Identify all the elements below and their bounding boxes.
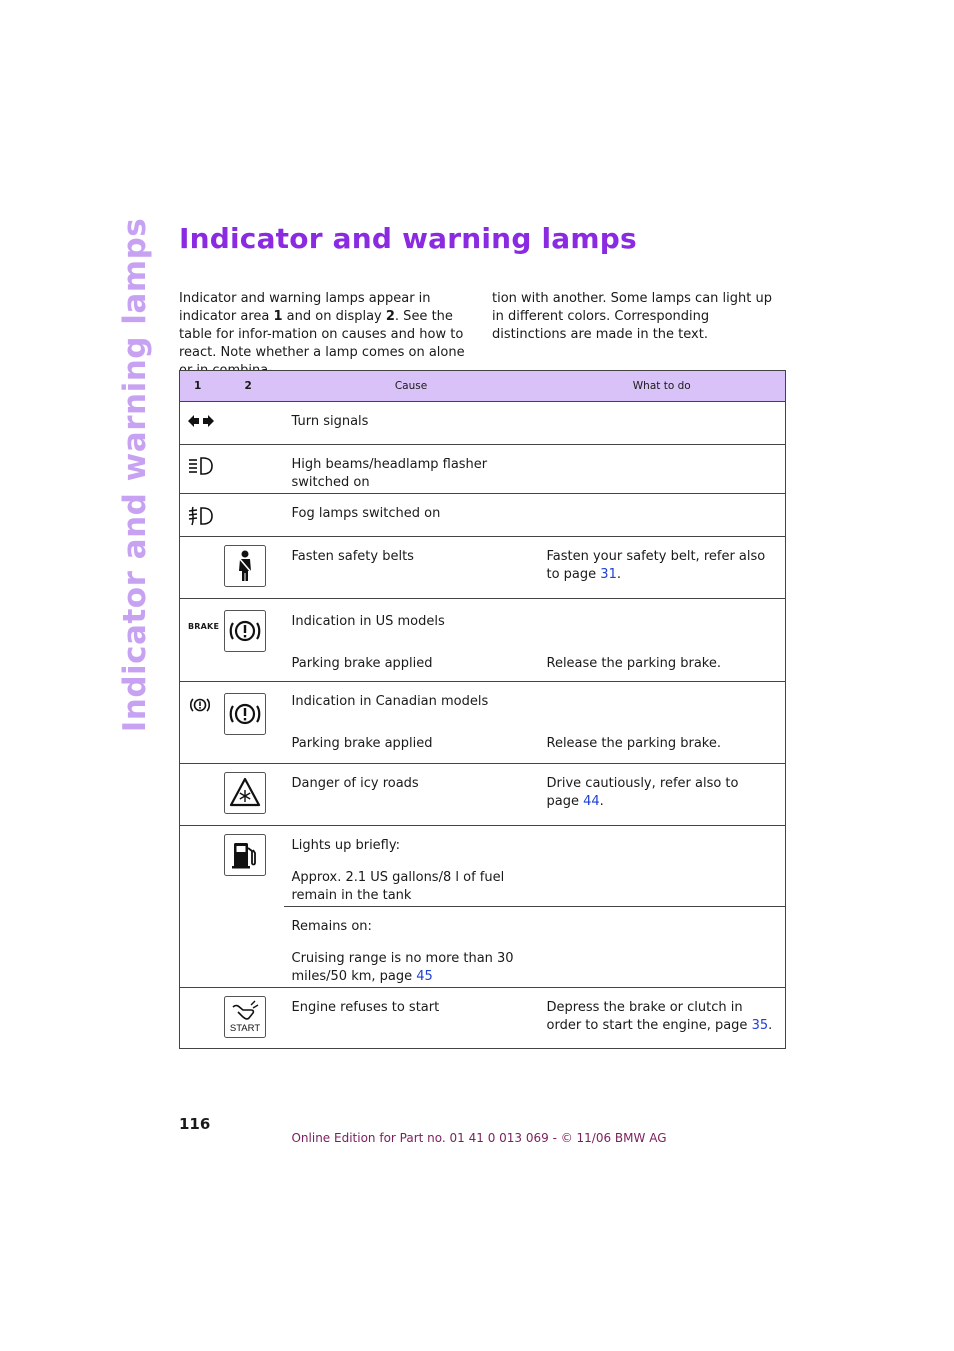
page-link[interactable]: 35 [751, 1018, 769, 1033]
table-row [180, 826, 786, 907]
brake-warning-icon [224, 693, 284, 735]
indicator-cell [180, 445, 222, 494]
table-row [180, 494, 786, 537]
header-what-to-do: What to do [539, 371, 786, 402]
table-row [180, 402, 786, 445]
display-cell [222, 764, 284, 826]
high-beam-icon [188, 457, 222, 475]
brake-warning-small-icon [188, 696, 222, 714]
fuel-pump-icon [224, 834, 284, 876]
table-row [180, 682, 786, 764]
todo-cell [539, 826, 786, 907]
page-link[interactable]: 31 [600, 567, 617, 582]
table-row [180, 537, 786, 599]
header-col-1: 1 [180, 371, 222, 402]
side-chapter-title [112, 217, 158, 733]
display-cell [222, 682, 284, 764]
cause-cell: Turn signals [284, 402, 539, 445]
display-cell [222, 826, 284, 988]
side-chapter-title-text: Indicator and warning lamps [117, 217, 153, 733]
todo-cell: Release the parking brake. [539, 682, 786, 764]
page-number: 116 [179, 1115, 211, 1133]
icy-road-icon [224, 772, 284, 814]
table-row [180, 988, 786, 1049]
intro-left-column: Indicator and warning lamps appear in indicator area 1 and on display 2. See the table for infor-mation on causes and how to react. Note whether a lamp comes on alone [179, 291, 465, 360]
page-title: Indicator and warning lamps [179, 222, 637, 255]
todo-cell [539, 494, 786, 537]
cause-cell: Lights up briefly: Approx. 2.1 US gallons/8 l of fuel remain in the tank [284, 826, 539, 907]
table-row [180, 764, 786, 826]
intro-right-column: tion with another. Some lamps can light up in different colors. Corresponding distinctions are made in the text. [492, 291, 772, 342]
start-key-icon [224, 996, 284, 1038]
header-cause: Cause [284, 371, 539, 402]
header-col-2: 2 [222, 371, 284, 402]
indicator-cell [180, 494, 222, 537]
page-link[interactable]: 44 [583, 794, 600, 809]
todo-cell: Drive cautiously, refer also to page 44. [539, 764, 786, 826]
cause-cell: Remains on: Cruising range is no more than 30 miles/50 km, page 45 [284, 907, 539, 988]
cause-cell: Indication in Canadian models Parking brake applied [284, 682, 539, 764]
lamps-table [179, 370, 786, 1049]
seatbelt-icon [224, 545, 284, 587]
cause-cell: Fasten safety belts [284, 537, 539, 599]
table-header-row [180, 371, 786, 402]
todo-cell: Release the parking brake. [539, 599, 786, 682]
todo-cell: Fasten your safety belt, refer also to page 31. [539, 537, 786, 599]
display-cell [222, 537, 284, 599]
table-row [180, 599, 786, 682]
indicator-cell [180, 682, 222, 764]
turn-signal-arrows-icon [188, 414, 222, 428]
brake-text-label: BRAKE [188, 622, 220, 631]
todo-cell [539, 402, 786, 445]
indicator-cell [180, 599, 222, 682]
cause-cell: Indication in US models Parking brake applied [284, 599, 539, 682]
cause-cell: Engine refuses to start [284, 988, 539, 1049]
display-cell [222, 988, 284, 1049]
page-link[interactable]: 45 [416, 969, 433, 984]
table-row [180, 445, 786, 494]
footer-edition: Online Edition for Part no. 01 41 0 013 069 - © 11/06 BMW AG [291, 1131, 667, 1145]
cause-cell: Fog lamps switched on [284, 494, 539, 537]
start-label: START [229, 1023, 260, 1034]
todo-cell [539, 907, 786, 988]
fog-lamp-icon [188, 506, 222, 526]
cause-cell: Danger of icy roads [284, 764, 539, 826]
brake-warning-icon [224, 610, 284, 652]
todo-cell [539, 445, 786, 494]
todo-cell: Depress the brake or clutch in order to start the engine, page 35. [539, 988, 786, 1049]
cause-cell: High beams/headlamp flasher switched on [284, 445, 539, 494]
display-cell [222, 599, 284, 682]
indicator-cell [180, 402, 222, 445]
